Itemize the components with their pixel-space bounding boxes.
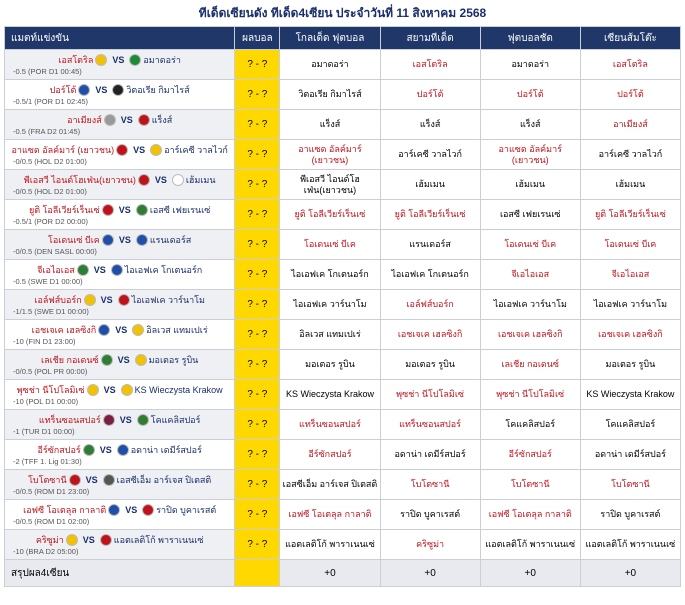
vs-label: VS [112,55,125,65]
header-match: แมตท์แข่งขัน [5,27,235,50]
tip-cell-4: อาร์เคซี วาลไวก์ [580,140,680,170]
tip-cell-4: ไอเอฟเค วาร์นาโม [580,290,680,320]
score-cell: ? - ? [235,380,280,410]
tip-cell-1: แทร็นซอนสปอร์ [280,410,380,440]
tips-table [4,26,681,587]
tip-cell-3: เอชเจเค เฮลซิงกิ [480,320,580,350]
match-cell [5,380,235,410]
table-row [5,500,681,530]
table-row [5,380,681,410]
tip-cell-1: ไอเอฟเค วาร์นาโม [280,290,380,320]
tip-cell-2: แร็งส์ [380,110,480,140]
away-team-link[interactable]: อดาน่า เดมีร์สปอร์ [130,445,202,455]
score-cell: ? - ? [235,200,280,230]
tip-cell-4: ราปิด บูคาเรสต์ [580,500,680,530]
home-team-link[interactable]: คริซูม่า [35,535,64,545]
tip-cell-2: พุซช่า นีโปโลมิเซ่ [380,380,480,410]
header-score: ผลบอล [235,27,280,50]
tip-cell-4: ยูติ โอลีเวียร์เร็นเซ่ [580,200,680,230]
match-teams [9,442,230,457]
away-team-logo-icon [103,474,115,486]
tip-cell-1: โอเดนเซ่ บีเค [280,230,380,260]
match-cell [5,200,235,230]
tip-cell-4: โบโตซานี [580,470,680,500]
away-team-logo-icon [100,534,112,546]
tip-cell-1: KS Wieczysta Krakow [280,380,380,410]
tip-cell-4: เอสโตริล [580,50,680,80]
match-cell [5,230,235,260]
tip-cell-3: อาแซด อัลค์มาร์ (เยาวชน) [480,140,580,170]
vs-label: VS [99,445,112,455]
away-team-link[interactable]: ไอเอฟเค วาร์นาโม [131,295,205,305]
away-team-logo-icon [129,54,141,66]
summary-label: สรุปผล4เซียน [5,560,235,587]
home-team-link[interactable]: เอสโตริล [58,55,94,65]
home-team-logo-icon [102,234,114,246]
tip-cell-4: อาเมียงส์ [580,110,680,140]
match-teams [9,382,230,397]
match-cell [5,350,235,380]
vs-label: VS [100,295,113,305]
tip-cell-3: ปอร์โต้ [480,80,580,110]
match-cell [5,170,235,200]
score-cell: ? - ? [235,230,280,260]
match-teams [9,292,230,307]
tip-cell-4: จีเอไอเอส [580,260,680,290]
match-handicap-time: -0/0.5 (ROM D1 02:00) [13,517,90,526]
home-team-logo-icon [138,174,150,186]
match-teams [9,472,230,487]
tip-cell-3: แร็งส์ [480,110,580,140]
match-handicap-time: -10 (POL D1 00:00) [13,397,79,406]
away-team-link[interactable]: ราปิด บูคาเรสต์ [156,505,217,515]
table-row [5,260,681,290]
tip-cell-2: อดาน่า เดมีร์สปอร์ [380,440,480,470]
vs-label: VS [120,115,133,125]
tip-cell-1: พีเอสวี ไอนด์โฮ เฟ่น(เยาวชน) [280,170,380,200]
score-cell: ? - ? [235,140,280,170]
away-team-link[interactable]: โคแคลิสปอร์ [150,415,201,425]
match-handicap-time: -10 (BRA D2 05:00) [13,547,79,556]
tip-cell-4: ปอร์โต้ [580,80,680,110]
vs-label: VS [82,535,95,545]
table-header-row [5,27,681,50]
away-team-logo-icon [172,174,184,186]
away-team-link[interactable]: เอสซีเอ็ม อาร์เจส ปิเตสติ [116,475,212,485]
home-team-logo-icon [102,204,114,216]
tip-cell-3: พุซช่า นีโปโลมิเซ่ [480,380,580,410]
vs-label: VS [119,415,132,425]
vs-label: VS [125,505,138,515]
summary-score-cell [235,560,280,587]
match-cell [5,410,235,440]
match-handicap-time: -0.5/1 (POR D2 00:00) [13,217,89,226]
table-row [5,530,681,560]
away-team-logo-icon [135,354,147,366]
match-handicap-time: -1/1.5 (SWE D1 00:00) [13,307,89,316]
tip-cell-2: มอเตอร รูบิน [380,350,480,380]
summary-total-4: +0 [580,560,680,587]
score-cell: ? - ? [235,80,280,110]
match-handicap-time: -2 (TFF 1. Lig 01:30) [13,457,82,466]
tip-cell-4: KS Wieczysta Krakow [580,380,680,410]
header-tip2: สยามทีเด็ด [380,27,480,50]
away-team-logo-icon [132,324,144,336]
match-cell [5,110,235,140]
score-cell: ? - ? [235,320,280,350]
home-team-link[interactable]: เอล์ฟส์บอร์ก [34,295,82,305]
score-cell: ? - ? [235,170,280,200]
tip-cell-2: ราปิด บูคาเรสต์ [380,500,480,530]
tip-cell-3: เฮ้มเมน [480,170,580,200]
tip-cell-1: แร็งส์ [280,110,380,140]
home-team-logo-icon [103,414,115,426]
home-team-logo-icon [78,84,90,96]
tip-cell-1: ยูติ โอลีเวียร์เร็นเซ่ [280,200,380,230]
header-tip4: เซียนส้มโต๊ะ [580,27,680,50]
tip-cell-1: เอสซีเอ็ม อาร์เจส ปิเตสติ [280,470,380,500]
tip-cell-4: เอชเจเค เฮลซิงกิ [580,320,680,350]
match-handicap-time: -0.5 (SWE D1 00:00) [13,277,83,286]
table-row [5,440,681,470]
vs-label: VS [115,325,128,335]
home-team-link[interactable]: แทร็นซอนสปอร์ [38,415,101,425]
away-team-link[interactable]: อมาดอร่า [143,55,181,65]
away-team-link[interactable]: มอเตอร รูบิน [148,355,199,365]
tip-cell-2: เอชเจเค เฮลซิงกิ [380,320,480,350]
header-tip1: โกลเด็ด ฟุตบอล [280,27,380,50]
away-team-link[interactable]: แรนเดอร์ส [149,235,192,245]
away-team-logo-icon [118,294,130,306]
tip-cell-2: ยูติ โอลีเวียร์เร็นเซ่ [380,200,480,230]
away-team-link[interactable]: แร็งส์ [151,115,173,125]
away-team-link[interactable]: ไอเอฟเค โกเตนอร์ก [124,265,203,275]
tip-cell-1: อมาดอร่า [280,50,380,80]
home-team-logo-icon [116,144,128,156]
score-cell: ? - ? [235,290,280,320]
match-handicap-time: -0/0.5 (ROM D1 23:00) [13,487,90,496]
score-cell: ? - ? [235,440,280,470]
tip-cell-4: แอตเลติโก้ พาราเนนเซ่ [580,530,680,560]
match-handicap-time: -10 (FIN D1 23:00) [13,337,76,346]
table-row [5,350,681,380]
match-handicap-time: -0/0.5 (DEN SASL 00:00) [13,247,97,256]
tip-cell-1: อิลเวส แทมเปเร่ [280,320,380,350]
away-team-logo-icon [136,234,148,246]
home-team-logo-icon [104,114,116,126]
vs-label: VS [85,475,98,485]
match-teams [9,532,230,547]
table-row [5,470,681,500]
score-cell: ? - ? [235,50,280,80]
away-team-logo-icon [112,84,124,96]
vs-label: VS [118,235,131,245]
tip-cell-4: โคแคลิสปอร์ [580,410,680,440]
match-cell [5,140,235,170]
table-row [5,170,681,200]
summary-total-3: +0 [480,560,580,587]
home-team-link[interactable]: อีร์ซักสปอร์ [37,445,81,455]
score-cell: ? - ? [235,110,280,140]
score-cell: ? - ? [235,410,280,440]
home-team-link[interactable]: เอชเจเค เฮลซิงกิ [31,325,97,335]
tip-cell-3: แอตเลติโก้ พาราเนนเซ่ [480,530,580,560]
home-team-logo-icon [98,324,110,336]
table-row [5,110,681,140]
tip-cell-4: เฮ้มเมน [580,170,680,200]
tip-cell-3: จีเอไอเอส [480,260,580,290]
away-team-link[interactable]: วิตอเรีย กิมาไรส์ [126,85,190,95]
home-team-link[interactable]: เลเชีย กอเดนซ์ [41,355,99,365]
tip-cell-1: วิตอเรีย กิมาไรส์ [280,80,380,110]
match-cell [5,470,235,500]
match-handicap-time: -0/0.5 (HOL D2 01:00) [13,157,87,166]
vs-label: VS [154,175,167,185]
match-handicap-time: -0/0.5 (POL PR 00:00) [13,367,88,376]
tip-cell-1: อาแซด อัลค์มาร์ (เยาวชน) [280,140,380,170]
home-team-logo-icon [95,54,107,66]
match-cell [5,530,235,560]
table-row [5,320,681,350]
score-cell: ? - ? [235,260,280,290]
tip-cell-2: ไอเอฟเค โกเตนอร์ก [380,260,480,290]
match-teams [9,52,230,67]
away-team-logo-icon [111,264,123,276]
match-teams [9,142,230,157]
match-teams [9,262,230,277]
home-team-link[interactable]: โอเดนเซ่ บีเค [48,235,100,245]
vs-label: VS [118,205,131,215]
tip-cell-2: คริซูม่า [380,530,480,560]
score-cell: ? - ? [235,530,280,560]
table-row [5,410,681,440]
score-cell: ? - ? [235,500,280,530]
tip-cell-1: มอเตอร รูบิน [280,350,380,380]
match-cell [5,260,235,290]
match-teams [9,232,230,247]
away-team-link[interactable]: เฮ้มเมน [185,175,216,185]
vs-label: VS [95,85,108,95]
home-team-logo-icon [69,474,81,486]
summary-total-2: +0 [380,560,480,587]
score-cell: ? - ? [235,350,280,380]
tip-cell-3: เลเชีย กอเดนซ์ [480,350,580,380]
match-teams [9,82,230,97]
home-team-link[interactable]: อาเมียงส์ [67,115,102,125]
vs-label: VS [133,145,146,155]
home-team-link[interactable]: ปอร์โต้ [49,85,77,95]
home-team-logo-icon [84,294,96,306]
away-team-logo-icon [150,144,162,156]
away-team-logo-icon [136,204,148,216]
match-teams [9,502,230,517]
tip-cell-4: มอเตอร รูบิน [580,350,680,380]
table-row [5,200,681,230]
home-team-link[interactable]: พีเอสวี ไอนด์โฮเฟ่น(เยาวชน) [23,175,136,185]
tip-cell-3: เอสซี เฟยเรนเซ่ [480,200,580,230]
page-title: ทีเด็ดเซียนดัง ทีเด็ด4เซียน ประจำวันที่ 11 สิงหาคม 2568 [198,6,487,20]
summary-total-1: +0 [280,560,380,587]
home-team-logo-icon [77,264,89,276]
table-row [5,50,681,80]
tip-cell-2: แรนเดอร์ส [380,230,480,260]
home-team-link[interactable]: จีเอไอเอส [37,265,75,275]
away-team-link[interactable]: KS Wieczysta Krakow [134,385,223,395]
tip-cell-2: เฮ้มเมน [380,170,480,200]
table-row [5,140,681,170]
match-handicap-time: -0/0.5 (HOL D2 01:00) [13,187,87,196]
away-team-logo-icon [142,504,154,516]
tip-cell-2: โบโตซานี [380,470,480,500]
table-row [5,230,681,260]
home-team-link[interactable]: พุซช่า นีโปโลมิเซ่ [16,385,85,395]
match-cell [5,50,235,80]
home-team-link[interactable]: อาแซด อัลค์มาร์ (เยาวชน) [11,145,115,155]
away-team-logo-icon [138,114,150,126]
tip-cell-2: แทร็นซอนสปอร์ [380,410,480,440]
home-team-logo-icon [66,534,78,546]
match-cell [5,440,235,470]
match-cell [5,500,235,530]
tip-cell-1: อีร์ซักสปอร์ [280,440,380,470]
home-team-link[interactable]: ยูติ โอลีเวียร์เร็นเซ่ [28,205,100,215]
tip-cell-2: เอสโตริล [380,50,480,80]
tip-cell-3: อมาดอร่า [480,50,580,80]
tip-cell-1: เอฟซี โอเตลุล กาลาติ [280,500,380,530]
match-teams [9,352,230,367]
table-row [5,80,681,110]
tip-cell-3: ไอเอฟเค วาร์นาโม [480,290,580,320]
home-team-link[interactable]: โบโตซานี [28,475,67,485]
match-teams [9,322,230,337]
away-team-logo-icon [117,444,129,456]
score-cell: ? - ? [235,470,280,500]
match-cell [5,290,235,320]
away-team-logo-icon [137,414,149,426]
vs-label: VS [103,385,116,395]
tip-cell-4: อดาน่า เดมีร์สปอร์ [580,440,680,470]
summary-row [5,560,681,587]
tip-cell-1: แอตเลติโก้ พาราเนนเซ่ [280,530,380,560]
tip-cell-3: อีร์ซักสปอร์ [480,440,580,470]
away-team-logo-icon [121,384,133,396]
match-handicap-time: -0.5/1 (POR D1 02:45) [13,97,89,106]
match-handicap-time: -0.5 (POR D1 00:45) [13,67,82,76]
home-team-logo-icon [108,504,120,516]
home-team-logo-icon [101,354,113,366]
tip-cell-4: โอเดนเซ่ บีเค [580,230,680,260]
match-handicap-time: -1 (TUR D1 00:00) [13,427,75,436]
tip-cell-3: โอเดนเซ่ บีเค [480,230,580,260]
table-row [5,290,681,320]
tip-cell-1: ไอเอฟเค โกเตนอร์ก [280,260,380,290]
tip-cell-3: โบโตซานี [480,470,580,500]
match-teams [9,172,230,187]
tip-cell-3: โคแคลิสปอร์ [480,410,580,440]
away-team-link[interactable]: อาร์เคซี วาลไวก์ [164,145,228,155]
match-teams [9,112,230,127]
home-team-logo-icon [87,384,99,396]
match-handicap-time: -0.5 (FRA D2 01:45) [13,127,81,136]
match-cell [5,80,235,110]
tip-cell-2: ปอร์โต้ [380,80,480,110]
away-team-link[interactable]: แอตเลติโก้ พาราเนนเซ่ [113,535,204,545]
home-team-logo-icon [83,444,95,456]
home-team-link[interactable]: เอฟซี โอเตลุล กาลาติ [23,505,107,515]
match-teams [9,202,230,217]
away-team-link[interactable]: อิลเวส แทมเปเร่ [146,325,208,335]
tip-cell-3: เอฟซี โอเตลุล กาลาติ [480,500,580,530]
match-teams [9,412,230,427]
match-cell [5,320,235,350]
tip-cell-2: เอล์ฟส์บอร์ก [380,290,480,320]
header-tip3: ฟุตบอลชัด [480,27,580,50]
away-team-link[interactable]: เอสซี เฟยเรนเซ่ [149,205,211,215]
vs-label: VS [117,355,130,365]
vs-label: VS [93,265,106,275]
tip-cell-2: อาร์เคซี วาลไวก์ [380,140,480,170]
